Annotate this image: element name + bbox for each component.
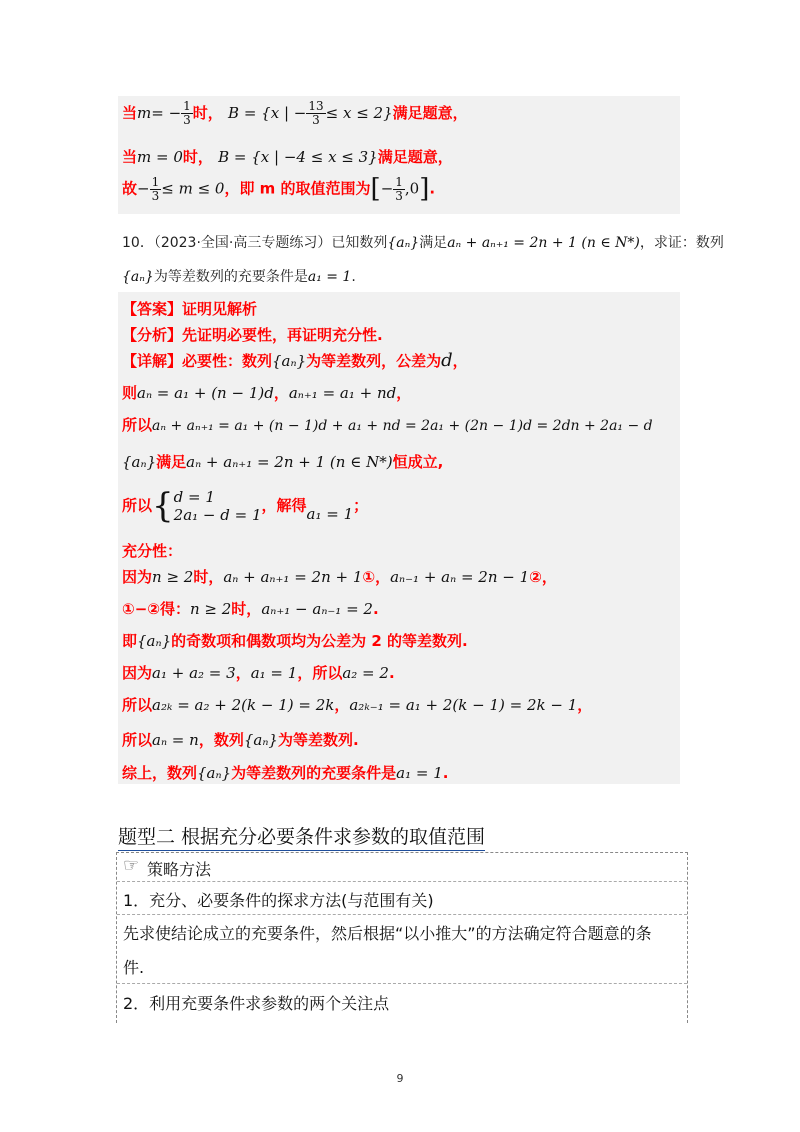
question-10-line-2	[122, 266, 356, 286]
text: 满足题意，	[392, 104, 468, 122]
numerator: 1	[151, 174, 160, 189]
brace: {	[152, 486, 174, 526]
detail-line-11	[122, 694, 592, 715]
math: {aₙ}	[387, 235, 420, 251]
detail-line-5	[122, 486, 368, 526]
bracket: ]	[419, 174, 430, 204]
denominator: 3	[395, 188, 403, 203]
text: 为等差数列，公差为	[306, 352, 442, 370]
detail-line-13	[122, 762, 448, 783]
math: B = {x | −	[228, 104, 307, 122]
math: a₂ₖ = a₂ + 2(k − 1) = 2k	[152, 696, 335, 714]
strategy-title: 策略方法	[147, 860, 212, 879]
text: ，	[273, 384, 289, 402]
math: n ≥ 2	[152, 568, 194, 586]
detail-line-7	[122, 566, 557, 587]
math: m = 0	[137, 148, 183, 166]
math: a₁ = 1	[250, 664, 298, 682]
circled-two: ②	[529, 568, 542, 586]
math: ≤ x ≤ 2}	[325, 104, 393, 122]
fraction	[393, 176, 405, 203]
denominator: 3	[183, 113, 191, 127]
text: .	[372, 600, 379, 618]
text: ，即 m 的取值范围为	[224, 179, 371, 198]
text: .	[388, 664, 395, 682]
detail-line-4	[122, 451, 443, 472]
text: ，	[375, 568, 391, 586]
math: aₙ₊₁ − aₙ₋₁ = 2	[261, 600, 373, 618]
math: −	[380, 179, 394, 198]
text: ，	[541, 568, 557, 586]
text: 满足	[156, 453, 187, 471]
math: {aₙ}	[272, 352, 307, 370]
strategy-item-1-body	[117, 915, 687, 984]
math: d	[441, 350, 453, 371]
detail-line-12	[122, 729, 359, 750]
detail-line-10	[122, 662, 395, 683]
text: 当	[122, 104, 138, 122]
text: 所以	[122, 731, 153, 749]
math: −	[137, 179, 150, 198]
fraction	[306, 100, 325, 127]
text: 所以	[122, 696, 153, 714]
math: a₂ = 2	[342, 664, 389, 682]
text: ，解得	[261, 496, 307, 515]
text: 则	[122, 384, 138, 402]
text: ，	[452, 352, 468, 370]
detail-line-8	[122, 598, 379, 619]
math: aₙ + aₙ₊₁ = 2n + 1 (n ∈ N*)	[447, 235, 640, 251]
text: 因为	[122, 664, 153, 682]
text: ；	[353, 496, 369, 515]
equation-system	[174, 488, 262, 524]
strategy-item-1: 1．充分、必要条件的探求方法(与范围有关)	[123, 891, 434, 910]
text: 【分析】先证明必要性，再证明充分性.	[122, 326, 383, 344]
math: {aₙ}	[197, 764, 232, 782]
math: aₙ + aₙ₊₁ = 2n + 1 (n ∈ N*)	[186, 453, 393, 471]
text: 时，	[192, 104, 223, 122]
text: ，	[235, 664, 251, 682]
fraction	[181, 100, 193, 127]
case-line-2	[122, 146, 453, 167]
numerator: 1	[183, 99, 191, 113]
text: ，数列	[198, 731, 244, 749]
detail-line-9	[122, 630, 468, 651]
text: 为等差数列的充要条件是	[153, 269, 308, 285]
equation-row: 2a₁ − d = 1	[173, 506, 262, 524]
denominator: 3	[312, 113, 320, 127]
text: 恒成立,	[392, 453, 444, 471]
numerator: 1	[395, 174, 403, 189]
strategy-item-1-body-line-2: 件.	[123, 958, 145, 977]
math: ,0	[404, 179, 420, 198]
math: = −	[151, 104, 182, 122]
text: 因为	[122, 568, 153, 586]
question-10-line-1	[122, 232, 724, 252]
conclusion-line	[122, 174, 435, 204]
text: 满足	[419, 235, 448, 251]
math: aₙ + aₙ₊₁ = 2n + 1	[223, 568, 363, 586]
strategy-item-2-row	[117, 984, 687, 1018]
detail-line-3	[122, 414, 653, 435]
text: 时，	[182, 148, 213, 166]
text: 10．（2023·全国·高三专题练习）已知数列	[122, 235, 388, 251]
text: 【答案】证明见解析	[122, 300, 258, 318]
strategy-box	[116, 852, 688, 1023]
text: ，	[334, 696, 350, 714]
text: 【详解】必要性：数列	[122, 352, 273, 370]
case-line-1	[122, 100, 468, 127]
math: m	[137, 104, 152, 122]
text: .	[351, 269, 356, 285]
text: 时，	[193, 568, 224, 586]
text: 的奇数项和偶数项均为公差为 2 的等差数列.	[171, 632, 468, 650]
text: .	[442, 764, 449, 782]
text: 满足题意，	[377, 148, 453, 166]
strategy-item-2: 2．利用充要条件求参数的两个关注点	[123, 994, 390, 1013]
bracket: [	[370, 174, 381, 204]
denominator: 3	[151, 188, 160, 203]
text: 即	[122, 632, 138, 650]
math: a₁ = 1	[307, 269, 352, 285]
text: ，所以	[297, 664, 343, 682]
fraction	[150, 176, 162, 203]
math: a₁ = 1	[306, 504, 354, 523]
text: ，求证：数列	[639, 235, 724, 251]
answer-line	[122, 298, 257, 319]
strategy-item-1-row	[117, 882, 687, 915]
text: ①−②得：	[122, 600, 190, 618]
text: ，	[577, 696, 593, 714]
strategy-item-1-body-line-1: 先求使结论成立的充要条件，然后根据“以小推大”的方法确定符合题意的条	[123, 924, 652, 943]
strategy-header-row	[117, 853, 687, 882]
hand-pointer-icon: ☞	[123, 855, 140, 876]
math: {aₙ}	[243, 731, 278, 749]
math: {aₙ}	[122, 453, 157, 471]
text: 所以	[122, 496, 153, 515]
math: a₁ = 1	[396, 764, 443, 782]
detail-line-2	[122, 382, 411, 403]
equation-row: d = 1	[173, 488, 215, 506]
text: 综上，数列	[122, 764, 198, 782]
math: aₙ₋₁ + aₙ = 2n − 1	[390, 568, 530, 586]
text: 故	[122, 179, 138, 198]
math: aₙ = n	[152, 731, 199, 749]
math: aₙ₊₁ = a₁ + nd	[288, 384, 397, 402]
math: B = {x | −4 ≤ x ≤ 3}	[218, 148, 378, 166]
circled-one: ①	[362, 568, 376, 586]
math: aₙ + aₙ₊₁ = a₁ + (n − 1)d + a₁ + nd = 2a₁ + (2n − 1)d = 2dn + 2a₁ − d	[152, 418, 653, 434]
text: 为等差数列的充要条件是	[231, 764, 397, 782]
detail-line-1	[122, 350, 468, 371]
math: n ≥ 2	[189, 600, 232, 618]
text: 时，	[231, 600, 262, 618]
math: {aₙ}	[122, 269, 154, 285]
math: a₂ₖ₋₁ = a₁ + 2(k − 1) = 2k − 1	[349, 696, 578, 714]
text: 所以	[122, 416, 153, 434]
text: ，	[396, 384, 412, 402]
math: {aₙ}	[137, 632, 172, 650]
text: 充分性：	[122, 542, 183, 560]
math: a₁ + a₂ = 3	[152, 664, 236, 682]
page-number: 9	[396, 1072, 404, 1085]
math: aₙ = a₁ + (n − 1)d	[137, 384, 274, 402]
detail-line-6	[122, 540, 182, 561]
numerator: 13	[308, 99, 324, 113]
text: 为等差数列.	[277, 731, 359, 749]
text: .	[429, 179, 436, 198]
section-heading: 题型二 根据充分必要条件求参数的取值范围	[118, 822, 485, 851]
text: 当	[122, 148, 138, 166]
analysis-line	[122, 324, 383, 345]
math: ≤ m ≤ 0	[161, 179, 225, 198]
